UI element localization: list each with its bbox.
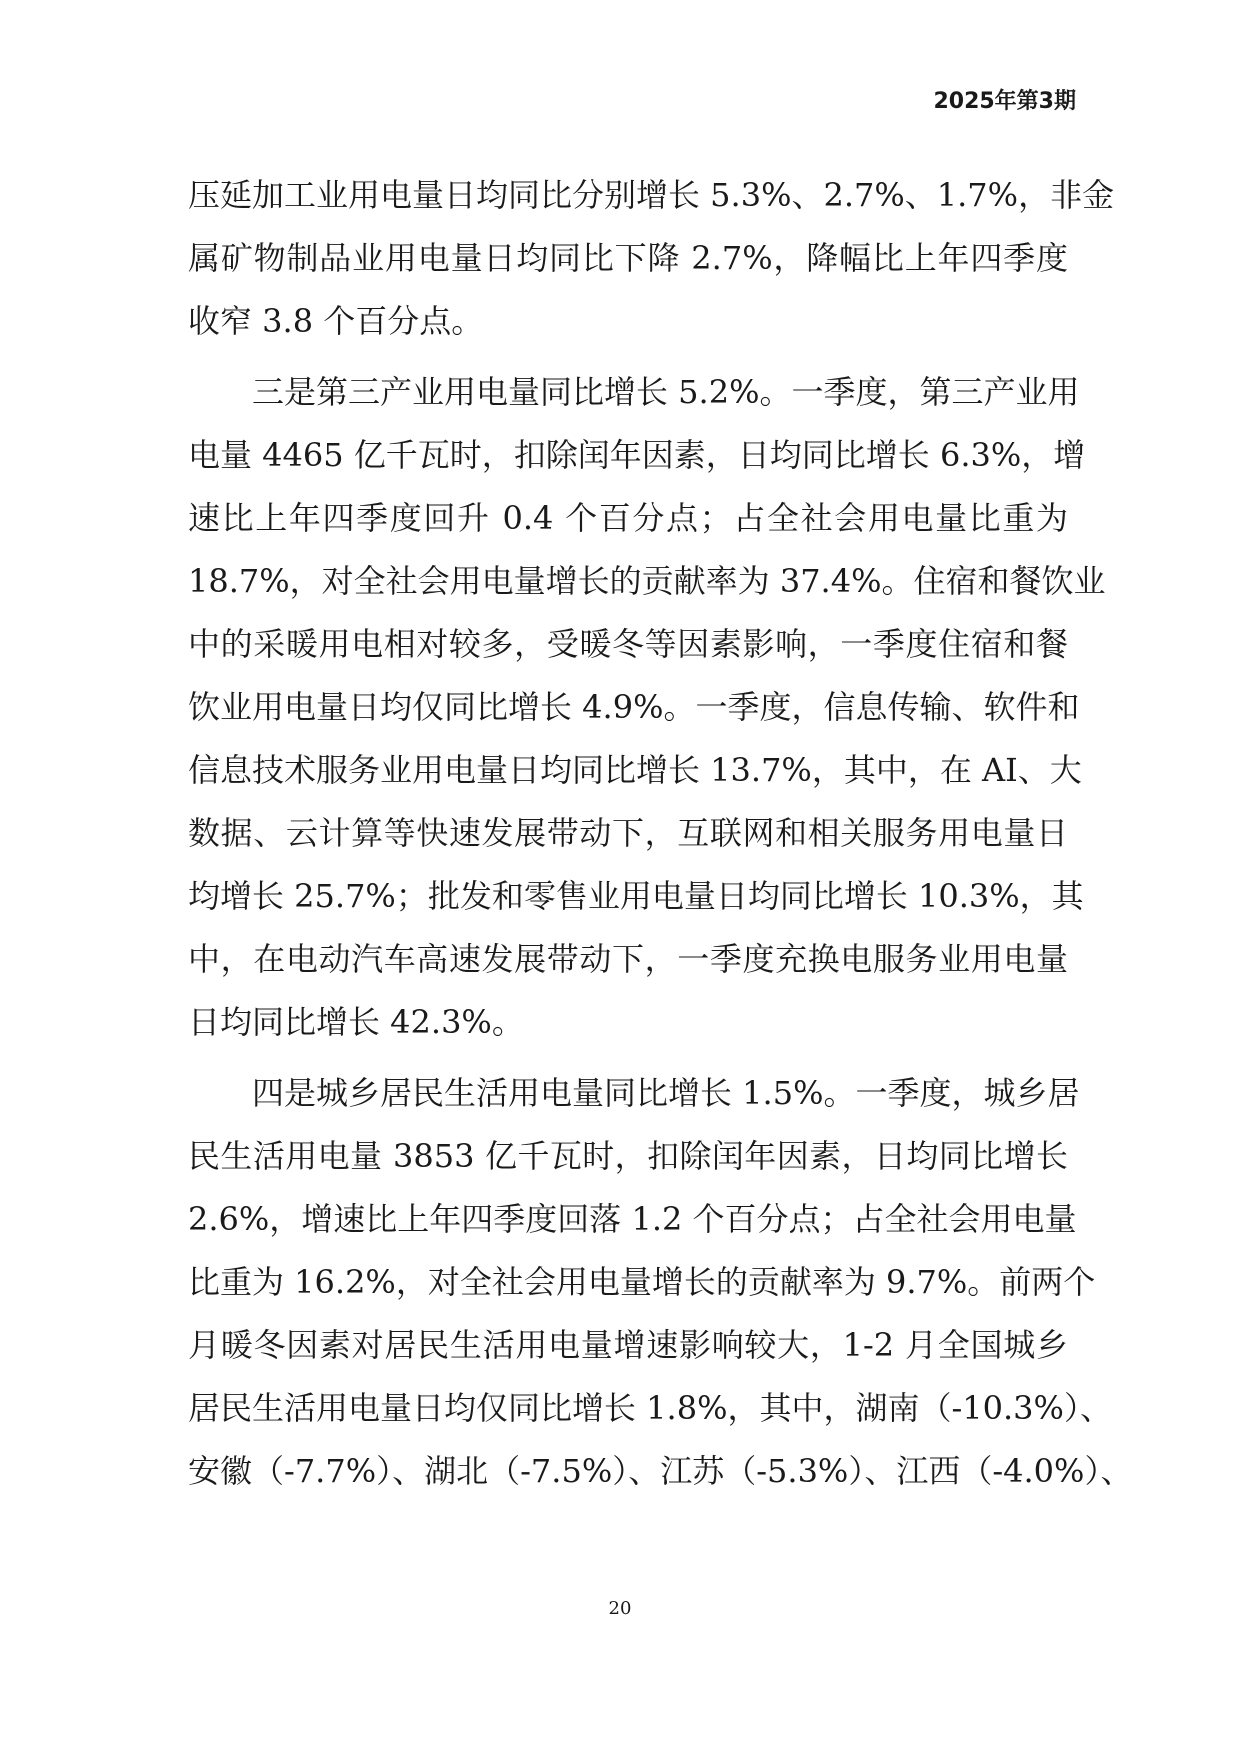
- text-line: 电量 4465 亿千瓦时，扣除闰年因素，日均同比增长 6.3%，增: [188, 436, 1086, 474]
- text-line: 属矿物制品业用电量日均同比下降 2.7%，降幅比上年四季度: [188, 239, 1068, 277]
- text-line: 四是城乡居民生活用电量同比增长 1.5%。一季度，城乡居: [188, 1074, 1080, 1112]
- text-line: 日均同比增长 42.3%。: [188, 1003, 524, 1041]
- text-line: 信息技术服务业用电量日均同比增长 13.7%，其中，在 AI、大: [188, 751, 1082, 789]
- paragraph-gap: [188, 1054, 1068, 1062]
- text-line: 民生活用电量 3853 亿千瓦时，扣除闰年因素，日均同比增长: [188, 1137, 1068, 1175]
- text-line: 18.7%，对全社会用电量增长的贡献率为 37.4%。住宿和餐饮业: [188, 562, 1106, 600]
- text-line: 饮业用电量日均仅同比增长 4.9%。一季度，信息传输、软件和: [188, 688, 1080, 726]
- text-line: 压延加工业用电量日均同比分别增长 5.3%、2.7%、1.7%，非金: [188, 176, 1115, 214]
- paragraph-gap: [188, 353, 1068, 361]
- text-line: 居民生活用电量日均仅同比增长 1.8%，其中，湖南（-10.3%）、: [188, 1389, 1112, 1427]
- paragraph-1: [188, 164, 1115, 353]
- text-line: 数据、云计算等快速发展带动下，互联网和相关服务用电量日: [188, 814, 1068, 852]
- text-line: 三是第三产业用电量同比增长 5.2%。一季度，第三产业用: [188, 373, 1080, 411]
- text-line: 月暖冬因素对居民生活用电量增速影响较大，1-2 月全国城乡: [188, 1326, 1068, 1364]
- text-line: 中，在电动汽车高速发展带动下，一季度充换电服务业用电量: [188, 940, 1068, 978]
- text-line: 速比上年四季度回升 0.4 个百分点；占全社会用电量比重为: [188, 499, 1068, 537]
- body-text: [188, 164, 1133, 1503]
- text-line: 安徽（-7.7%）、湖北（-7.5%）、江苏（-5.3%）、江西（-4.0%）、: [188, 1452, 1133, 1490]
- issue-header: 2025年第3期: [933, 89, 1076, 114]
- text-line: 收窄 3.8 个百分点。: [188, 302, 484, 340]
- page-number: 20: [608, 1598, 632, 1619]
- text-line: 中的采暖用电相对较多，受暖冬等因素影响，一季度住宿和餐: [188, 625, 1068, 663]
- paragraph-3: [188, 1062, 1133, 1503]
- text-line: 2.6%，增速比上年四季度回落 1.2 个百分点；占全社会用电量: [188, 1200, 1077, 1238]
- text-line: 比重为 16.2%，对全社会用电量增长的贡献率为 9.7%。前两个: [188, 1263, 1096, 1301]
- text-line: 均增长 25.7%；批发和零售业用电量日均同比增长 10.3%，其: [188, 877, 1084, 915]
- paragraph-2: [188, 361, 1106, 1054]
